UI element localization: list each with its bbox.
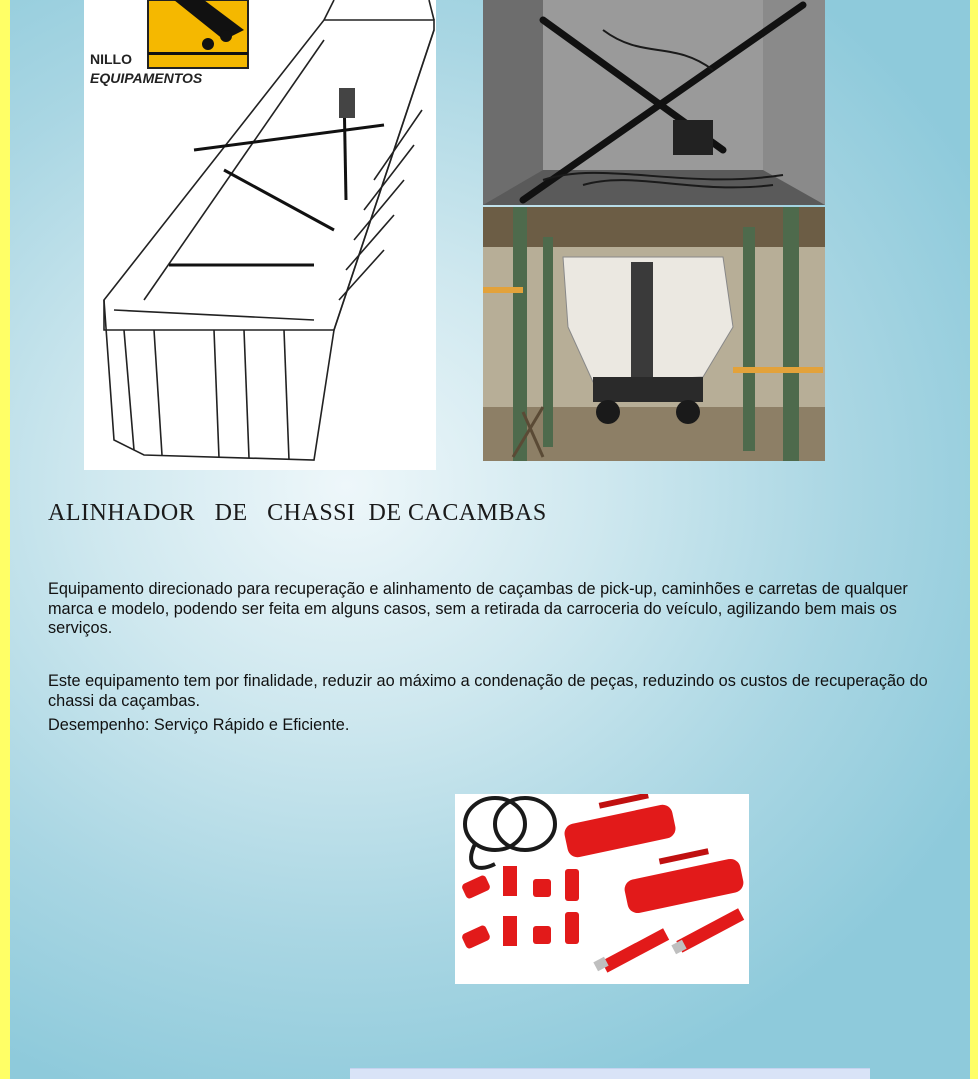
footer-strip bbox=[350, 1068, 870, 1079]
logo-name: NILLO bbox=[90, 51, 132, 67]
description-paragraph-1: Equipamento direcionado para recuperação e alinhamento de caçambas de pick-up, caminhões e carretas de qualquer marca e modelo, podendo ser feita em alguns casos, sem a retirada da carroceria do veículo, agilizando bem mais os serviços. bbox=[48, 580, 908, 637]
performance-line: Desempenho: Serviço Rápido e Eficiente. bbox=[48, 716, 350, 734]
aligner-installed-photo bbox=[483, 0, 825, 205]
page bbox=[10, 0, 970, 1079]
nillo-logo bbox=[90, 0, 248, 86]
chassis-drawing-image bbox=[84, 0, 436, 470]
page-title: ALINHADOR DE CHASSI DE CACAMBAS bbox=[48, 500, 547, 526]
hydraulic-tools-kit-image bbox=[455, 794, 749, 984]
truck-on-aligner-photo bbox=[483, 207, 825, 461]
logo-subtitle: EQUIPAMENTOS bbox=[90, 70, 203, 86]
description-paragraph-2: Este equipamento tem por finalidade, reduzir ao máximo a condenação de peças, reduzindo os custos de recuperação do chassi da caçambas. bbox=[48, 672, 928, 710]
